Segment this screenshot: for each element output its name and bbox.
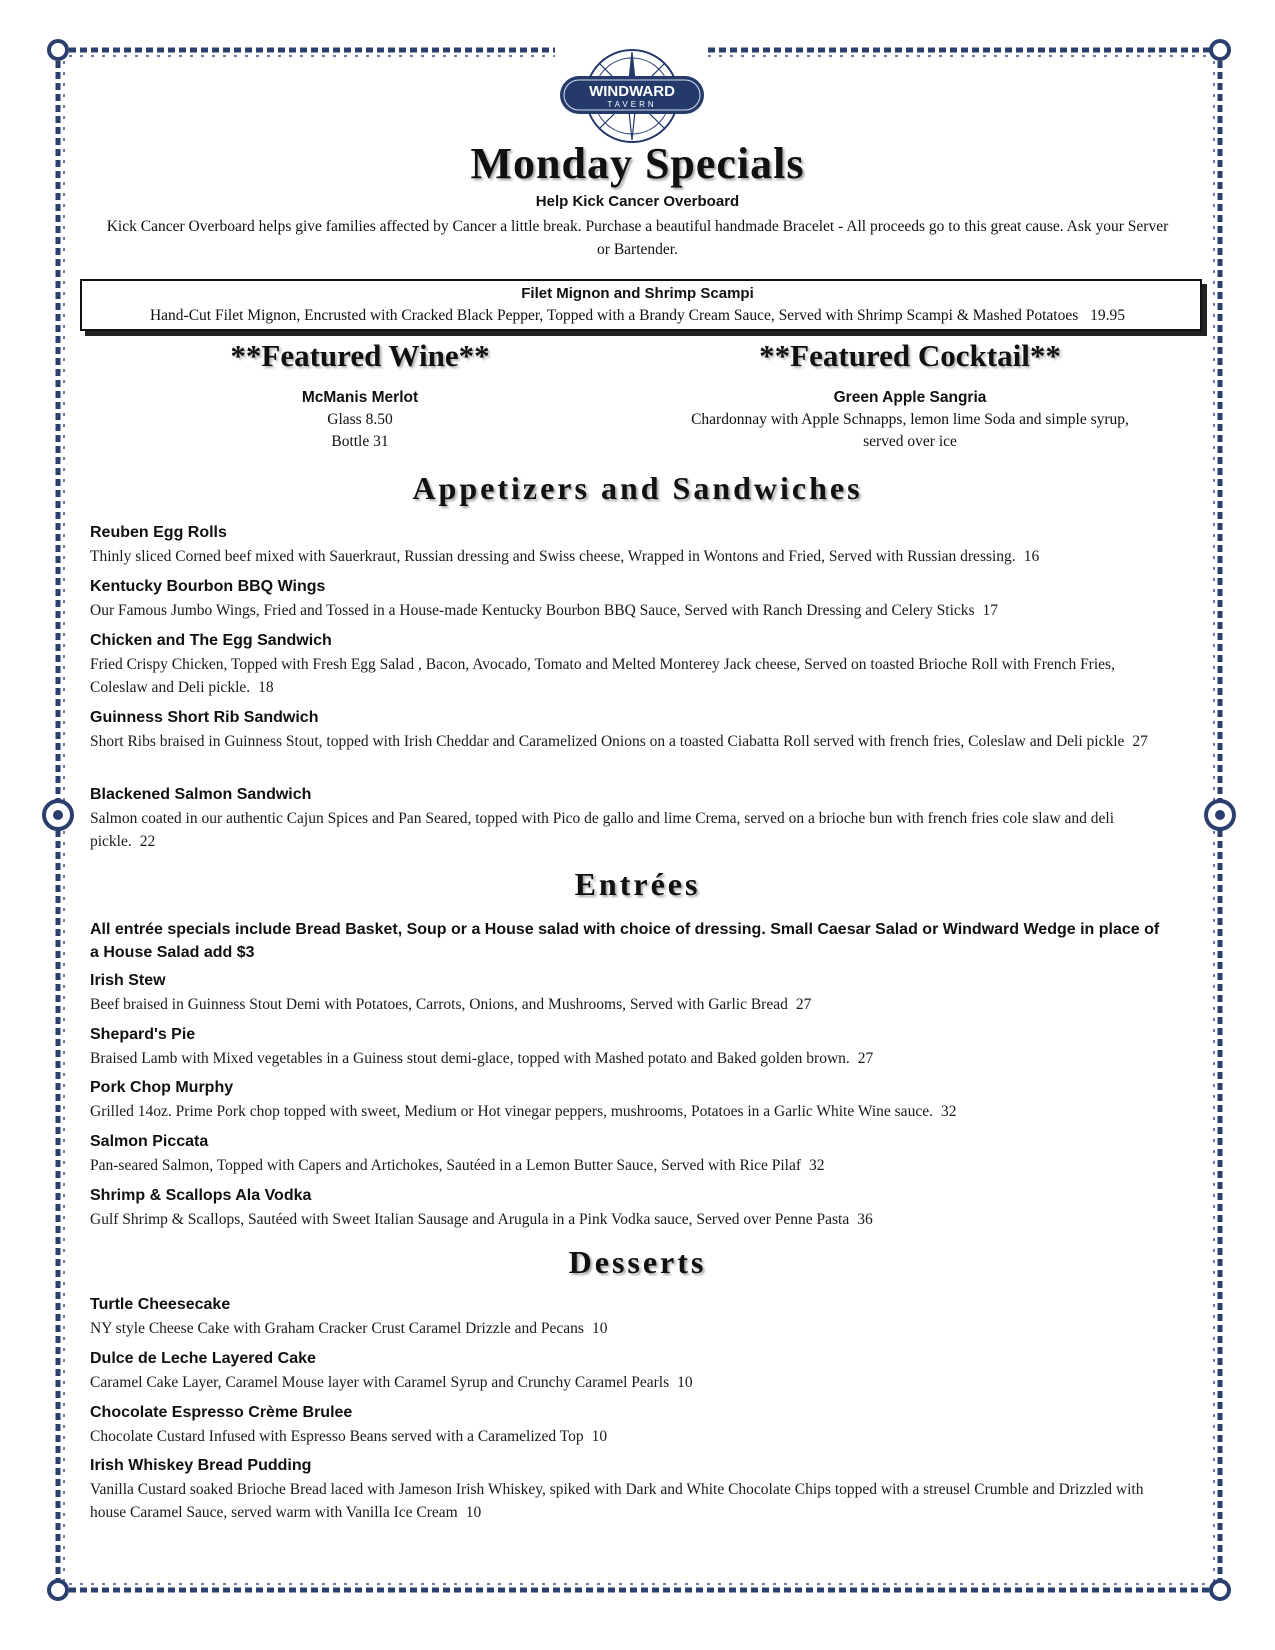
appetizer-price: 18 bbox=[258, 679, 274, 696]
appetizer-desc bbox=[90, 807, 1170, 853]
page-title: Monday Specials bbox=[470, 139, 805, 188]
wine-bottle-price: Bottle 31 bbox=[331, 433, 389, 450]
entree-desc-text: Grilled 14oz. Prime Pork chop topped with sweet, Medium or Hot vinegar peppers, mushrooms, Potatoes in a Garlic White Wine sauce. bbox=[90, 1103, 933, 1120]
dessert-price: 10 bbox=[591, 1320, 608, 1337]
dessert-desc bbox=[90, 1317, 1170, 1340]
appetizer-desc-text: Short Ribs braised in Guinness Stout, topped with Irish Cheddar and Caramelized Onions on a toasted Ciabatta Roll served with french fries, Coleslaw and Deli pickle bbox=[90, 733, 1125, 750]
entrees-note: All entrée specials include Bread Basket, Soup or a House salad with choice of dressing. Small Caesar Salad or Windward Wedge in place of a House Salad add $3 bbox=[90, 921, 1160, 961]
wine-name: McManis Merlot bbox=[301, 389, 419, 406]
cause-heading: Help Kick Cancer Overboard bbox=[535, 193, 740, 210]
entree-desc-text: Gulf Shrimp & Scallops, Sautéed with Sweet Italian Sausage and Arugula in a Pink Vodka sauce, Served over Penne Pasta bbox=[90, 1211, 850, 1228]
entree-price: 32 bbox=[809, 1157, 825, 1174]
entree-name: Shepard's Pie bbox=[90, 1026, 196, 1043]
dessert-name: Chocolate Espresso Crème Brulee bbox=[90, 1404, 353, 1421]
dessert-desc-text: Vanilla Custard soaked Brioche Bread laced with Jameson Irish Whiskey, spiked with Dark and White Chocolate Chips topped with a streusel Crumble and Drizzled with house Caramel Sauce, served warm with Vanilla Ice Cream bbox=[90, 1481, 1144, 1521]
entree-name: Salmon Piccata bbox=[90, 1133, 209, 1150]
logo-line2: TAVERN bbox=[607, 100, 657, 109]
entree-desc bbox=[90, 993, 1170, 1016]
appetizer-desc-text: Thinly sliced Corned beef mixed with Sauerkraut, Russian dressing and Swiss cheese, Wrapped in Wontons and Fried, Served with Russian dressing. bbox=[90, 548, 1016, 565]
appetizer-name: Kentucky Bourbon BBQ Wings bbox=[90, 578, 326, 595]
entree-price: 36 bbox=[857, 1211, 873, 1228]
logo-line1: WINDWARD bbox=[589, 83, 675, 100]
dessert-price: 10 bbox=[591, 1428, 608, 1445]
entrees-heading: Entrées bbox=[574, 866, 701, 902]
appetizer-name: Blackened Salmon Sandwich bbox=[90, 786, 312, 803]
dessert-price: 10 bbox=[677, 1374, 693, 1391]
appetizer-desc-text: Our Famous Jumbo Wings, Fried and Tossed in a House-made Kentucky Bourbon BBQ Sauce, Served with Ranch Dressing and Celery Sticks bbox=[90, 602, 975, 619]
cocktail-desc-line1: Chardonnay with Apple Schnapps, lemon lime Soda and simple syrup, bbox=[691, 411, 1129, 428]
dessert-desc bbox=[90, 1478, 1170, 1524]
entree-desc bbox=[90, 1047, 1170, 1070]
appetizers-heading: Appetizers and Sandwiches bbox=[412, 470, 863, 506]
feature-desc-line bbox=[80, 305, 1195, 327]
dessert-desc bbox=[90, 1371, 1170, 1394]
appetizer-price: 16 bbox=[1023, 548, 1040, 565]
appetizer-price: 17 bbox=[982, 602, 999, 619]
appetizer-name: Chicken and The Egg Sandwich bbox=[90, 632, 332, 649]
appetizer-desc-text: Salmon coated in our authentic Cajun Spices and Pan Seared, topped with Pico de gallo and lime Crema, served on a brioche bun with french fries cole slaw and deli pickle. bbox=[90, 810, 1115, 850]
featured-cocktail-heading: **Featured Cocktail** bbox=[759, 338, 1061, 373]
appetizer-price: 27 bbox=[1132, 733, 1148, 750]
entree-name: Irish Stew bbox=[90, 972, 166, 989]
appetizer-name: Reuben Egg Rolls bbox=[90, 524, 227, 541]
cocktail-desc-line2: served over ice bbox=[863, 433, 957, 450]
feature-name: Filet Mignon and Shrimp Scampi bbox=[521, 285, 754, 302]
dessert-desc-text: NY style Cheese Cake with Graham Cracker Crust Caramel Drizzle and Pecans bbox=[90, 1320, 584, 1337]
appetizer-price: 22 bbox=[139, 833, 156, 850]
dessert-price: 10 bbox=[465, 1504, 482, 1521]
appetizer-name: Guinness Short Rib Sandwich bbox=[90, 709, 319, 726]
appetizer-desc-text: Fried Crispy Chicken, Topped with Fresh Egg Salad , Bacon, Avocado, Tomato and Melted Monterey Jack cheese, Served on toasted Brioche Roll with French Fries, Coleslaw and Deli pickle. bbox=[90, 656, 1115, 696]
dessert-name: Irish Whiskey Bread Pudding bbox=[90, 1457, 312, 1474]
feature-price: 19.95 bbox=[1090, 307, 1126, 324]
entree-name: Shrimp & Scallops Ala Vodka bbox=[90, 1187, 312, 1204]
dessert-desc bbox=[90, 1425, 1170, 1448]
desserts-heading: Desserts bbox=[568, 1244, 707, 1280]
featured-wine-heading: **Featured Wine** bbox=[230, 338, 490, 373]
dessert-desc-text: Chocolate Custard Infused with Espresso Beans served with a Caramelized Top bbox=[90, 1428, 584, 1445]
feature-desc: Hand-Cut Filet Mignon, Encrusted with Cracked Black Pepper, Topped with a Brandy Cream Sauce, Served with Shrimp Scampi & Mashed Potatoes bbox=[149, 307, 1079, 324]
appetizer-desc bbox=[90, 545, 1170, 568]
dessert-desc-text: Caramel Cake Layer, Caramel Mouse layer with Caramel Syrup and Crunchy Caramel Pearls bbox=[90, 1374, 670, 1391]
entree-desc-text: Pan-seared Salmon, Topped with Capers and Artichokes, Sautéed in a Lemon Butter Sauce, Served with Rice Pilaf bbox=[90, 1157, 802, 1174]
entree-desc bbox=[90, 1154, 1170, 1177]
entree-desc bbox=[90, 1208, 1170, 1231]
cause-text: Kick Cancer Overboard helps give families affected by Cancer a little break. Purchase a beautiful handmade Bracelet - All proceeds go to this great cause. Ask your Server or Bartender. bbox=[106, 218, 1169, 258]
entree-price: 32 bbox=[940, 1103, 957, 1120]
wine-glass-price: Glass 8.50 bbox=[327, 411, 393, 428]
entree-desc bbox=[90, 1100, 1170, 1123]
dessert-name: Dulce de Leche Layered Cake bbox=[90, 1350, 316, 1367]
entree-price: 27 bbox=[857, 1050, 874, 1067]
cocktail-name: Green Apple Sangria bbox=[833, 389, 987, 406]
appetizer-desc bbox=[90, 653, 1170, 699]
appetizer-desc bbox=[90, 599, 1170, 622]
entree-price: 27 bbox=[795, 996, 812, 1013]
entree-desc-text: Braised Lamb with Mixed vegetables in a Guiness stout demi-glace, topped with Mashed potato and Baked golden brown. bbox=[90, 1050, 850, 1067]
entree-desc-text: Beef braised in Guinness Stout Demi with Potatoes, Carrots, Onions, and Mushrooms, Served with Garlic Bread bbox=[90, 996, 788, 1013]
dessert-name: Turtle Cheesecake bbox=[90, 1296, 231, 1313]
windward-tavern-logo bbox=[556, 46, 708, 146]
appetizer-desc bbox=[90, 730, 1170, 753]
entree-name: Pork Chop Murphy bbox=[90, 1079, 234, 1096]
